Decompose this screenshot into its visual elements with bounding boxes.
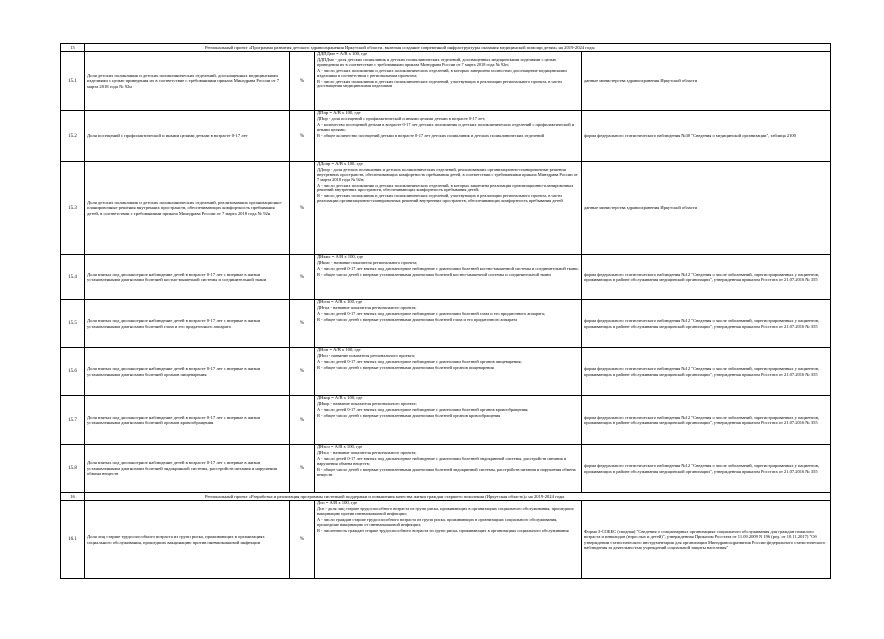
formula-line: ДПпр = А/В х 100, где bbox=[317, 110, 361, 115]
table-row bbox=[61, 348, 831, 396]
formula-definition: ДНкор - название показателя регионального проекта; bbox=[317, 401, 417, 407]
indicator-number: 15.1 bbox=[61, 52, 85, 111]
indicator-unit: % bbox=[290, 348, 315, 396]
formula-line: ДНкор = А/В х 100, где bbox=[317, 395, 363, 400]
indicator-name: Доля детских поликлиник и детских поликлинических отделений, дооснащенных медицинскими изделиями с целью приведения их в соответствие с требованиями приказа Минздрава России от 7 марта 2018 года № 92н bbox=[85, 52, 290, 111]
table-row bbox=[61, 300, 831, 348]
indicator-number: 15.5 bbox=[61, 300, 85, 348]
formula-definition: ДНгпа - название показателя регионального проекта; bbox=[317, 305, 417, 311]
section-title: Региональный проект «Разработка и реализация программы системной поддержки и повышения качества жизни граждан старшего поколения (Иркутская область)» на 2019-2024 годы bbox=[85, 493, 831, 501]
section-number: 15 bbox=[61, 44, 85, 52]
formula-definition: В - общее число детей с впервые установленными диагнозами болезней органов пищеварения bbox=[317, 365, 494, 371]
formula-definition: А - количество посещений детьми в возрасте 0-17 лет детских поликлиник и детских поликлинических отделений с профилактической и иными целями; bbox=[317, 122, 575, 132]
indicator-name: Доля взятых под диспансерное наблюдение детей в возрасте 0-17 лет с впервые в жизни установленными диагнозами болезней эндокринной системы, расстройств питания и нарушения обмена веществ bbox=[85, 445, 290, 493]
formula-definition: В - число детских поликлиник и детских поликлинических отделений, участвующих в реализации регионального проекта, в части реализации организационно-планировочных решений внутренних пространств, обеспечивающих комфортность пребывания детей bbox=[317, 193, 563, 204]
indicator-unit: % bbox=[290, 445, 315, 493]
indicator-unit: % bbox=[290, 255, 315, 300]
indicator-unit: % bbox=[290, 111, 315, 162]
formula-definition: В - общее число детей с впервые установленными диагнозами болезней органов кровообращения bbox=[317, 413, 501, 419]
formula-line: ДДопр = А/В х 100, где bbox=[317, 161, 363, 166]
indicator-name: Доля взятых под диспансерное наблюдение детей в возрасте 0-17 лет с впервые в жизни установленными диагнозами болезней глаза и его придаточного аппарата bbox=[85, 300, 290, 348]
table-row bbox=[61, 52, 831, 111]
formula-line: Дсп = А/В х 100, где bbox=[317, 500, 357, 505]
formula-definition: В - общее число детей с впервые установленными диагнозами болезней костно-мышечной системы и соединительной ткани bbox=[317, 272, 551, 278]
formula-definition: А - число детей 0-17 лет взятых под диспансерное наблюдение с диагнозами болезней костно-мышечной системы и соединительной ткани; bbox=[317, 266, 579, 272]
data-source: форма федерального статистического наблюдения №12 "Сведения о числе заболеваний, зарегистрированных у пациентов, проживающих в районе обслуживания медицинской организации", утвержденная приказом Росстата от 21.07.2016 № 355 bbox=[582, 445, 831, 493]
calculation-method bbox=[315, 300, 582, 348]
formula-definition: ДДПДмо - доля детских поликлиник и детских поликлинических отделений, дооснащенных медицинскими изделиями с целью приведения их в соответствие с требованиями приказа Минздрава России от 7 марта 2018 года № 92н; bbox=[317, 57, 557, 67]
indicator-unit: % bbox=[290, 396, 315, 445]
formula-definition: А - число детских поликлиник и детских поликлинических отделений, в которых завершено полностью дооснащение медицинскими изделиями в соответствии с региональным проектом; bbox=[317, 67, 567, 78]
indicator-number: 15.2 bbox=[61, 111, 85, 162]
indicator-unit: % bbox=[290, 162, 315, 255]
section-header-row bbox=[61, 44, 831, 52]
table-row bbox=[61, 501, 831, 579]
formula-definition: ДНэсо - название показателя регионального проекта; bbox=[317, 450, 417, 456]
indicator-name: Доля посещений с профилактической и иными целями детьми в возрасте 0-17 лет bbox=[85, 111, 290, 162]
formula-line: ДНоп = А/В х 100, где bbox=[317, 347, 361, 352]
formula-line: ДНгпа = А/В х 100, где bbox=[317, 299, 363, 304]
formula-definition: А - число детей 0-17 лет взятых под диспансерное наблюдение с диагнозами болезней органов пищеварения; bbox=[317, 359, 522, 365]
data-source: Форма 3-СОБЕС (сводная) "Сведения о стационарных организациях социального обслуживания для граждан пожилого возраста и инвалидов (взрослых и детей)", утвержденная Приказом Росстата от 11.09.2009 N 196 (ред. от 10.11.2017) "Об утверждении статистического инструментария для организации Минздравсоцразвития России федерального статистического наблюдения за деятельностью учреждений социальной защиты населения" bbox=[582, 501, 831, 579]
formula-line: ДДПДмо = А/В х 100, где bbox=[317, 51, 368, 56]
formula-definition: В - число детских поликлиник и детских поликлинических отделений, участвующих в реализации регионального проекта, в части дооснащения медицинскими изделиями bbox=[317, 78, 562, 89]
section-title: Региональный проект «Программа развития детского здравоохранения Иркутской области, включая создание современной инфраструктуры оказания медицинской помощи детям» на 2019-2024 годы bbox=[85, 44, 831, 52]
formula-definition: ДДопр - доля детских поликлиник и детских поликлинических отделений, реализовавших организационно-планировочные решения внутренних пространств, обеспечивающих комфортность пребывания детей, в соответствии с требованиями приказа Минздрава России от 7 марта 2018 года № 92н; bbox=[317, 167, 578, 182]
calculation-method bbox=[315, 445, 582, 493]
formula-definition: ДНкмс - название показателя регионального проекта; bbox=[317, 260, 418, 266]
calculation-method bbox=[315, 255, 582, 300]
section-number: 16 bbox=[61, 493, 85, 501]
formula-definition: А - число граждан старше трудоспособного возраста из групп риска, проживающих в организациях социального обслуживания, прошедшие вакцинацию от пневмококковой инфекции; bbox=[317, 516, 558, 527]
data-source: форма федерального статистического наблюдения №12 "Сведения о числе заболеваний, зарегистрированных у пациентов, проживающих в районе обслуживания медицинской организации", утвержденная приказом Росстата от 21.07.2016 № 355 bbox=[582, 300, 831, 348]
calculation-method bbox=[315, 111, 582, 162]
data-source: форма федерального статистического наблюдения №12 "Сведения о числе заболеваний, зарегистрированных у пациентов, проживающих в районе обслуживания медицинской организации", утвержденная приказом Росстата от 21.07.2016 № 355 bbox=[582, 396, 831, 445]
table-row bbox=[61, 445, 831, 493]
formula-definition: В - общее число детей с впервые установленными диагнозами болезней эндокринной системы, расстройств питания и нарушения обмена веществ bbox=[317, 466, 576, 477]
data-source: форма федерального статистического наблюдения №12 "Сведения о числе заболеваний, зарегистрированных у пациентов, проживающих в районе обслуживания медицинской организации", утвержденная приказом Росстата от 21.07.2016 № 355 bbox=[582, 348, 831, 396]
formula-definition: В - общее число детей с впервые установленными диагнозами болезней глаза и его придаточного аппарата bbox=[317, 317, 518, 323]
table-row bbox=[61, 255, 831, 300]
data-source: форма федерального статистического наблюдения №12 "Сведения о числе заболеваний, зарегистрированных у пациентов, проживающих в районе обслуживания медицинской организации", утвержденная приказом Росстата от 21.07.2016 № 355 bbox=[582, 255, 831, 300]
table-row bbox=[61, 396, 831, 445]
calculation-method bbox=[315, 162, 582, 255]
indicator-name: Доля взятых под диспансерное наблюдение детей в возрасте 0-17 лет с впервые в жизни установленными диагнозами болезней костно-мышечной системы и соединительной ткани bbox=[85, 255, 290, 300]
data-source: данные министерства здравоохранения Иркутской области bbox=[582, 162, 831, 255]
indicator-number: 15.6 bbox=[61, 348, 85, 396]
formula-definition: Дсп - доля лиц старше трудоспособного возраста из групп риска, проживающих в организациях социального обслуживания, прошедших вакцинацию против пневмококковой инфекции; bbox=[317, 506, 574, 516]
document-page bbox=[60, 43, 830, 579]
formula-definition: ДПпр - доля посещений с профилактической и иными целями детьми в возрасте 0-17 лет; bbox=[317, 116, 486, 122]
data-source: форма федерального статистического наблюдения №30 "Сведения о медицинской организации", таблица 2100 bbox=[582, 111, 831, 162]
formula-line: ДНэсо = А/В х 100, где bbox=[317, 444, 363, 449]
indicator-name: Доля лиц старше трудоспособного возраста из групп риска, проживающих в организациях социального обслуживания, прошедших вакцинацию против пневмококковой инфекции bbox=[85, 501, 290, 579]
table-row bbox=[61, 111, 831, 162]
calculation-method bbox=[315, 52, 582, 111]
indicator-name: Доля взятых под диспансерное наблюдение детей в возрасте 0-17 лет с впервые в жизни установленными диагнозами болезней органов кровообращения bbox=[85, 396, 290, 445]
indicator-unit: % bbox=[290, 52, 315, 111]
section-header-row bbox=[61, 493, 831, 501]
formula-definition: А - число детских поликлиник и детских поликлинических отделений, в которых закончена реализация организационно-планировочных решений внутренних пространств, обеспечивающих комфортность пребывания детей; bbox=[317, 182, 574, 193]
data-source: данные министерства здравоохранения Иркутской области bbox=[582, 52, 831, 111]
formula-definition: ДНоп - название показателя регионального проекта; bbox=[317, 353, 415, 359]
formula-definition: В - численность граждан старше трудоспособного возраста из групп риска, проживающих в организациях социального обслуживания bbox=[317, 527, 569, 533]
formula-definition: А - число детей 0-17 лет взятых под диспансерное наблюдение с диагнозами болезней эндокринной системы, расстройств питания и нарушения обмена веществ; bbox=[317, 456, 567, 466]
calculation-method bbox=[315, 348, 582, 396]
table-row bbox=[61, 162, 831, 255]
formula-definition: А - число детей 0-17 лет взятых под диспансерное наблюдение с диагнозами болезней органов кровообращения; bbox=[317, 407, 529, 413]
indicator-number: 15.8 bbox=[61, 445, 85, 493]
indicator-number: 15.3 bbox=[61, 162, 85, 255]
calculation-method bbox=[315, 396, 582, 445]
formula-line: ДНкмс = А/В х 100, где bbox=[317, 254, 363, 259]
indicator-name: Доля детских поликлиник и детских поликлинических отделений, реализовавших организационно-планировочные решения внутренних пространств, обеспечивающих комфортность пребывания детей, в соответствии с требованиями приказа Минздрава России от 7 марта 2018 года № 92н bbox=[85, 162, 290, 255]
indicators-table bbox=[60, 43, 831, 579]
formula-definition: В - общее количество посещений детьми в возрасте 0-17 лет детских поликлиник и детских поликлинических отделений bbox=[317, 132, 544, 138]
indicator-number: 15.4 bbox=[61, 255, 85, 300]
indicator-number: 16.1 bbox=[61, 501, 85, 579]
calculation-method bbox=[315, 501, 582, 579]
formula-definition: А - число детей 0-17 лет взятых под диспансерное наблюдение с диагнозами болезней глаза и его придаточного аппарата; bbox=[317, 311, 546, 317]
indicator-number: 15.7 bbox=[61, 396, 85, 445]
indicator-name: Доля взятых под диспансерное наблюдение детей в возрасте 0-17 лет с впервые в жизни установленными диагнозами болезней органов пищеварения bbox=[85, 348, 290, 396]
indicator-unit: % bbox=[290, 300, 315, 348]
indicator-unit: % bbox=[290, 501, 315, 579]
